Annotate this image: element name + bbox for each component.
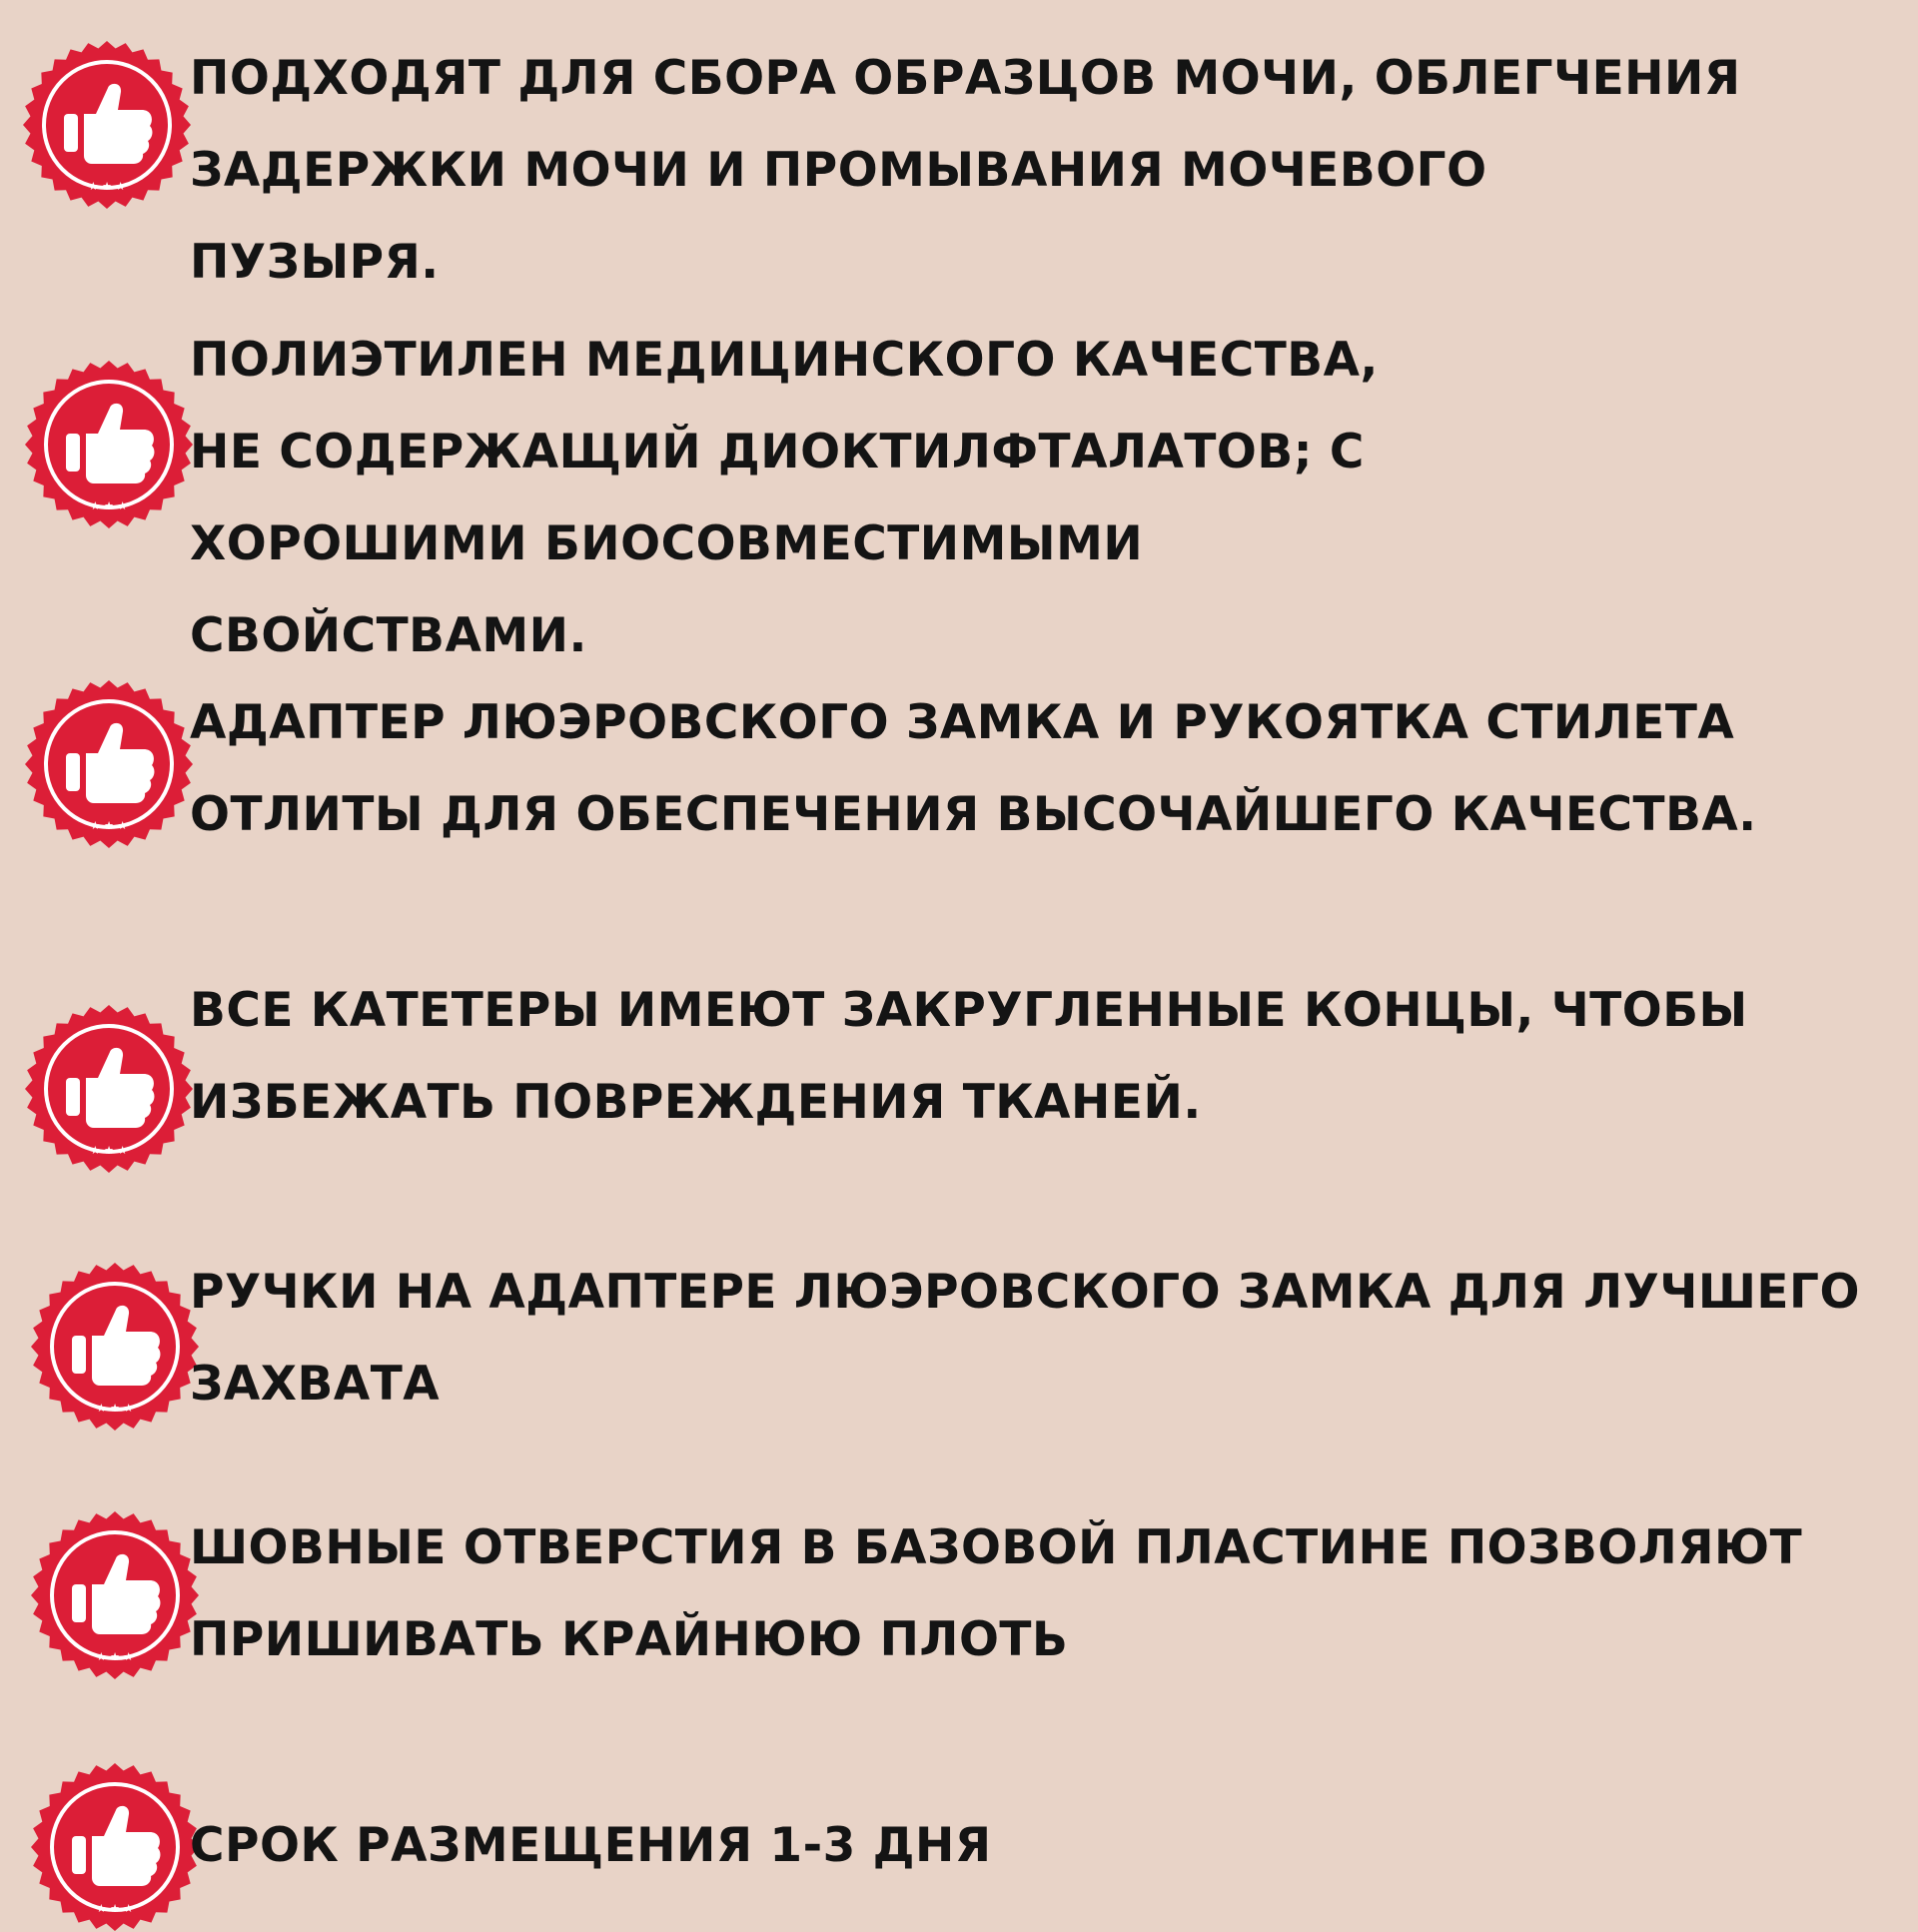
thumbs-up-badge-icon (30, 1762, 200, 1932)
feature-text: ПОЛИЭТИЛЕН МЕДИЦИНСКОГО КАЧЕСТВА, НЕ СОДЕРЖАЩИЙ ДИОКТИЛФТАЛАТОВ; С ХОРОШИМИ БИОСОВМЕСТИМЫМИ СВОЙСТВАМИ. (190, 333, 1379, 663)
thumbs-up-badge-icon (24, 360, 194, 529)
feature-text: АДАПТЕР ЛЮЭРОВСКОГО ЗАМКА И РУКОЯТКА СТИЛЕТА ОТЛИТЫ ДЛЯ ОБЕСПЕЧЕНИЯ ВЫСОЧАЙШЕГО КАЧЕСТВА. (190, 695, 1757, 842)
feature-text: ПОДХОДЯТ ДЛЯ СБОРА ОБРАЗЦОВ МОЧИ, ОБЛЕГЧЕНИЯ ЗАДЕРЖКИ МОЧИ И ПРОМЫВАНИЯ МОЧЕВОГО ПУЗЫРЯ. (190, 51, 1741, 290)
thumbs-up-badge-icon (30, 1510, 200, 1680)
feature-text: РУЧКИ НА АДАПТЕРЕ ЛЮЭРОВСКОГО ЗАМКА ДЛЯ ЛУЧШЕГО ЗАХВАТА (190, 1265, 1860, 1412)
thumbs-up-badge-icon (30, 1262, 200, 1432)
feature-text: ШОВНЫЕ ОТВЕРСТИЯ В БАЗОВОЙ ПЛАСТИНЕ ПОЗВОЛЯЮТ ПРИШИВАТЬ КРАЙНЮЮ ПЛОТЬ (190, 1520, 1803, 1667)
feature-text: ВСЕ КАТЕТЕРЫ ИМЕЮТ ЗАКРУГЛЕННЫЕ КОНЦЫ, ЧТОБЫ ИЗБЕЖАТЬ ПОВРЕЖДЕНИЯ ТКАНЕЙ. (190, 983, 1748, 1130)
feature-text: СРОК РАЗМЕЩЕНИЯ 1-3 ДНЯ (190, 1818, 992, 1873)
thumbs-up-badge-icon (22, 40, 192, 210)
thumbs-up-badge-icon (24, 1004, 194, 1174)
thumbs-up-badge-icon (24, 679, 194, 849)
